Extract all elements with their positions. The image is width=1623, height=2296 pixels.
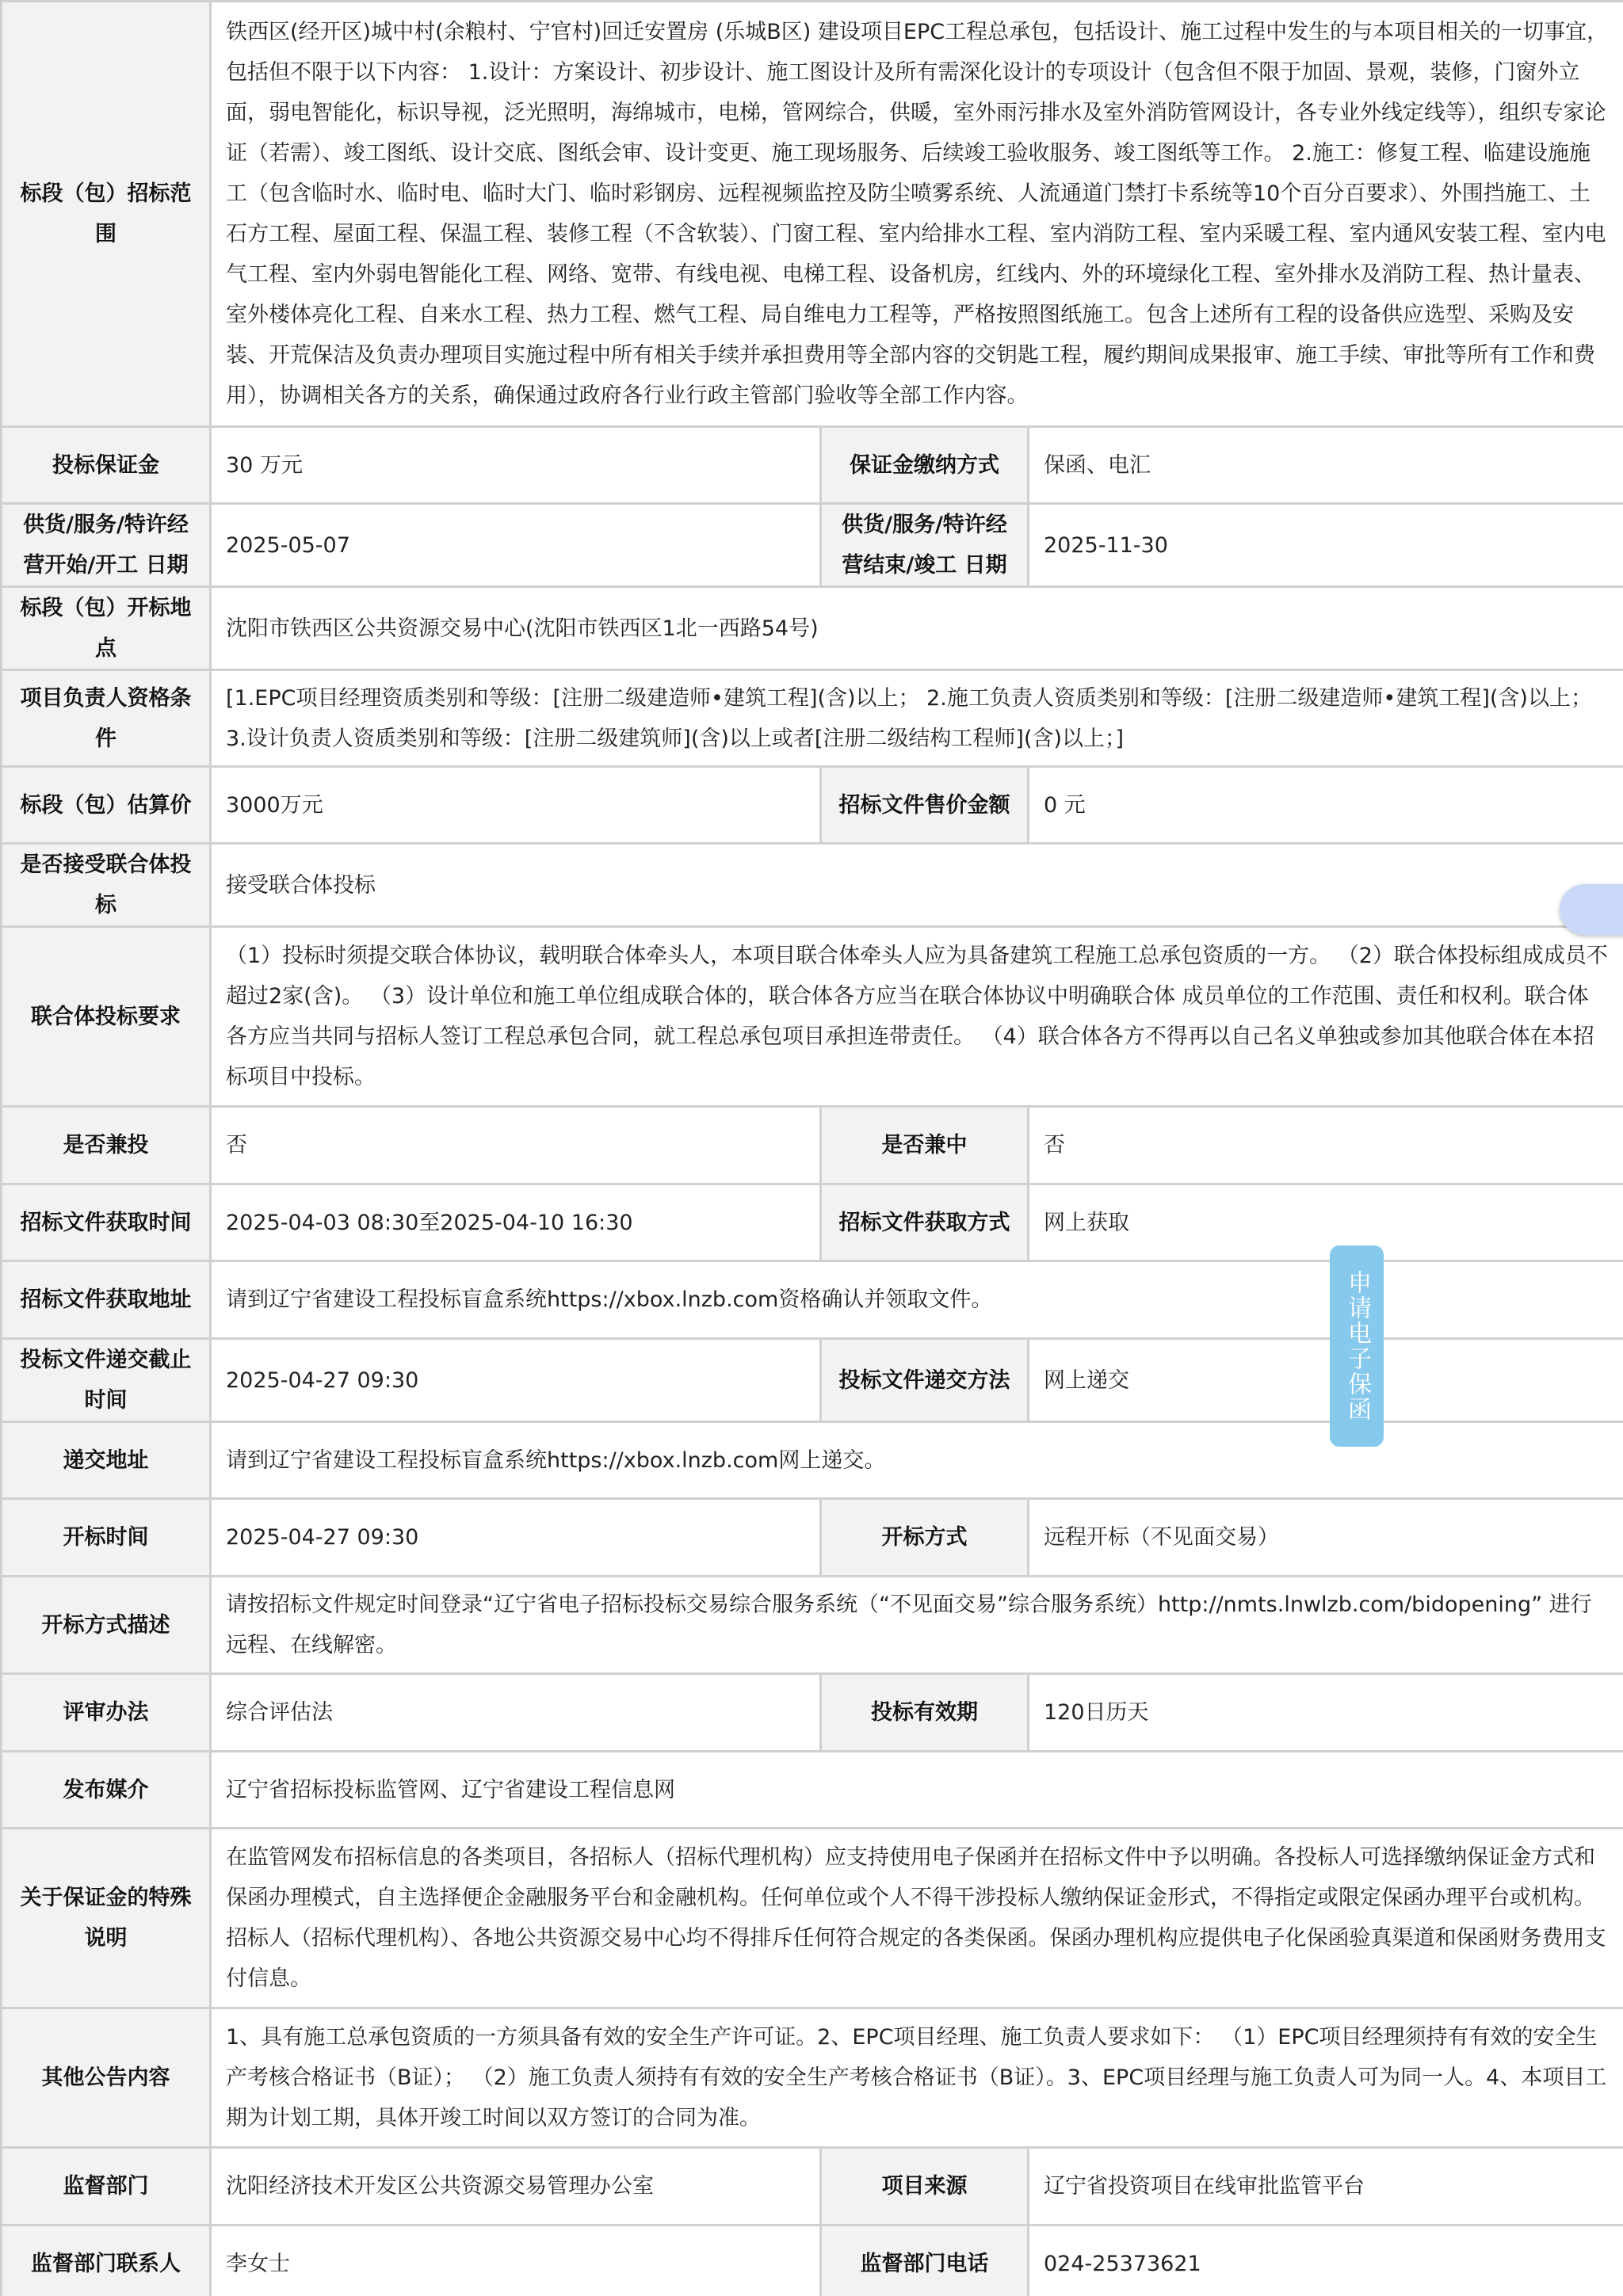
value-consortium-req: （1）投标时须提交联合体协议，载明联合体牵头人，本项目联合体牵头人应为具备建筑工程施工总承包资质的一方。 （2）联合体投标组成成员不超过2家(含)。 （3）设计单位和施工单位组成联合体的，联合体各方应当在联合体协议中明确联合体 成员单位的工作范围、责任和权利。联合体各方应当共同与招标人签订工程总承包合同，就工程总承包项目承担连带责任。 （4）联合体各方不得再以自己名义单独或参加其他联合体在本招标项目中投标。 [211,927,1623,1107]
label-doc-price: 招标文件售价金额 [821,767,1029,844]
value-bond: 30 万元 [211,427,821,504]
label-open-place: 标段（包）开标地点 [2,587,211,670]
label-bond: 投标保证金 [2,427,211,504]
label-bond-note: 关于保证金的特殊说明 [2,1829,211,2008]
value-scope: 铁西区(经开区)城中村(余粮村、宁官村)回迁安置房 (乐城B区) 建设项目EPC工程总承包，包括设计、施工过程中发生的与本项目相关的一切事宜，包括但不限于以下内容： 1.设计：方案设计、初步设计、施工图设计及所有需深化设计的专项设计（包含但不限于加固、景观，装修，门窗外立面，弱电智能化，标识导视，泛光照明，海绵城市，电梯，管网综合，供暖，室外雨污排水及室外消防管网设计，各专业外线定线等），组织专家论证（若需）、竣工图纸、设计交底、图纸会审、设计变更、施工现场服务、后续竣工验收服务、竣工图纸等工作。 2.施工：修复工程、临建设施施工（包含临时水、临时电、临时大门、临时彩钢房、远程视频监控及防尘喷雾系统、人流通道门禁打卡系统等10个百分百要求）、外围挡施工、土石方工程、屋面工程、保温工程、装修工程（不含软装）、门窗工程、室内给排水工程、室内消防工程、室内采暖工程、室内通风安装工程、室内电气工程、室内外弱电智能化工程、网络、宽带、有线电视、电梯工程、设备机房，红线内、外的环境绿化工程、室外排水及消防工程、热计量表、室外楼体亮化工程、自来水工程、热力工程、燃气工程、局自维电力工程等，严格按照图纸施工。包含上述所有工程的设备供应选型、采购及安装、开荒保洁及负责办理项目实施过程中所有相关手续并承担费用等全部内容的交钥匙工程，履约期间成果报审、施工手续、审批等所有工作和费用），协调相关各方的关系，确保通过政府各行业行政主管部门验收等全部工作内容。 [211,2,1623,427]
label-end-date: 供货/服务/特许经营结束/竣工 日期 [821,504,1029,587]
row-bond-note [2,1829,1623,2008]
row-estimate [2,767,1623,844]
value-deadline: 2025-04-27 09:30 [211,1339,821,1422]
label-qualification: 项目负责人资格条件 [2,670,211,767]
label-phone: 监督部门电话 [821,2225,1029,2296]
value-estimate: 3000万元 [211,767,821,844]
value-open-desc: 请按招标文件规定时间登录“辽宁省电子招标投标交易综合服务系统（“不见面交易”综合服务系统）http://nmts.lnwlzb.com/bidopening” 进行远程、在线解密。 [211,1577,1623,1674]
value-submit-addr: 请到辽宁省建设工程投标盲盒系统https://xbox.lnzb.com网上递交。 [211,1422,1623,1499]
label-open-method: 开标方式 [821,1499,1029,1577]
value-qualification: [1.EPC项目经理资质类别和等级：[注册二级建造师•建筑工程](含)以上； 2.施工负责人资质类别和等级：[注册二级建造师•建筑工程](含)以上； 3.设计负责人资质类别和等级：[注册二级建筑师](含)以上或者[注册二级结构工程师](含)以上；] [211,670,1623,767]
value-joint-bid: 否 [211,1107,821,1184]
label-scope: 标段（包）招标范围 [2,2,211,427]
value-bond-method: 保函、电汇 [1029,427,1623,504]
row-consortium-req [2,927,1623,1107]
label-review: 评审办法 [2,1674,211,1752]
value-submit-method: 网上递交 [1029,1339,1623,1422]
row-media [2,1752,1623,1829]
label-submit-method: 投标文件递交方法 [821,1339,1029,1422]
row-open-desc [2,1577,1623,1674]
apply-e-guarantee-button[interactable]: 申请电子保函 [1330,1245,1384,1447]
label-joint-bid: 是否兼投 [2,1107,211,1184]
value-validity: 120日历天 [1029,1674,1623,1752]
row-other [2,2008,1623,2148]
value-bond-note: 在监管网发布招标信息的各类项目，各招标人（招标代理机构）应支持使用电子保函并在招标文件中予以明确。各投标人可选择缴纳保证金方式和保函办理模式，自主选择便企金融服务平台和金融机构。任何单位或个人不得干涉投标人缴纳保证金形式，不得指定或限定保函办理平台或机构。招标人（招标代理机构）、各地公共资源交易中心均不得排斥任何符合规定的各类保函。保函办理机构应提供电子化保函验真渠道和保函财务费用支付信息。 [211,1829,1623,2008]
value-doc-method: 网上获取 [1029,1184,1623,1261]
value-media: 辽宁省招标投标监管网、辽宁省建设工程信息网 [211,1752,1623,1829]
label-supervision: 监督部门 [2,2148,211,2225]
value-supervision: 沈阳经济技术开发区公共资源交易管理办公室 [211,2148,821,2225]
row-bond [2,427,1623,504]
label-validity: 投标有效期 [821,1674,1029,1752]
label-consortium-req: 联合体投标要求 [2,927,211,1107]
label-consortium: 是否接受联合体投标 [2,844,211,927]
value-open-method: 远程开标（不见面交易） [1029,1499,1623,1577]
row-open-time [2,1499,1623,1577]
value-contact: 李女士 [211,2225,821,2296]
row-joint-bid [2,1107,1623,1184]
value-doc-time: 2025-04-03 08:30至2025-04-10 16:30 [211,1184,821,1261]
value-phone: 024-25373621 [1029,2225,1623,2296]
value-open-place: 沈阳市铁西区公共资源交易中心(沈阳市铁西区1北一西路54号) [211,587,1623,670]
label-open-desc: 开标方式描述 [2,1577,211,1674]
value-start-date: 2025-05-07 [211,504,821,587]
value-review: 综合评估法 [211,1674,821,1752]
label-open-time: 开标时间 [2,1499,211,1577]
label-doc-method: 招标文件获取方式 [821,1184,1029,1261]
label-submit-addr: 递交地址 [2,1422,211,1499]
row-contact [2,2225,1623,2296]
value-open-time: 2025-04-27 09:30 [211,1499,821,1577]
value-consortium: 接受联合体投标 [211,844,1623,927]
label-media: 发布媒介 [2,1752,211,1829]
label-estimate: 标段（包）估算价 [2,767,211,844]
label-bond-method: 保证金缴纳方式 [821,427,1029,504]
label-start-date: 供货/服务/特许经营开始/开工 日期 [2,504,211,587]
row-consortium [2,844,1623,927]
row-open-place [2,587,1623,670]
value-end-date: 2025-11-30 [1029,504,1623,587]
row-scope [2,2,1623,427]
value-doc-addr: 请到辽宁省建设工程投标盲盒系统https://xbox.lnzb.com资格确认并领取文件。 [211,1261,1623,1339]
side-float-tab[interactable] [1560,884,1623,935]
label-contact: 监督部门联系人 [2,2225,211,2296]
row-dates [2,504,1623,587]
row-supervision [2,2148,1623,2225]
label-joint-win: 是否兼中 [821,1107,1029,1184]
label-deadline: 投标文件递交截止时间 [2,1339,211,1422]
label-other: 其他公告内容 [2,2008,211,2148]
value-other: 1、具有施工总承包资质的一方须具备有效的安全生产许可证。2、EPC项目经理、施工负责人要求如下： （1）EPC项目经理须持有有效的安全生产考核合格证书（B证）； （2）施工负责人须持有有效的安全生产考核合格证书（B证）。3、EPC项目经理与施工负责人可为同一人。4、本项目工期为计划工期，具体开竣工时间以双方签订的合同为准。 [211,2008,1623,2148]
label-doc-addr: 招标文件获取地址 [2,1261,211,1339]
label-source: 项目来源 [821,2148,1029,2225]
label-doc-time: 招标文件获取时间 [2,1184,211,1261]
value-joint-win: 否 [1029,1107,1623,1184]
row-qualification [2,670,1623,767]
value-doc-price: 0 元 [1029,767,1623,844]
value-source: 辽宁省投资项目在线审批监管平台 [1029,2148,1623,2225]
row-review [2,1674,1623,1752]
